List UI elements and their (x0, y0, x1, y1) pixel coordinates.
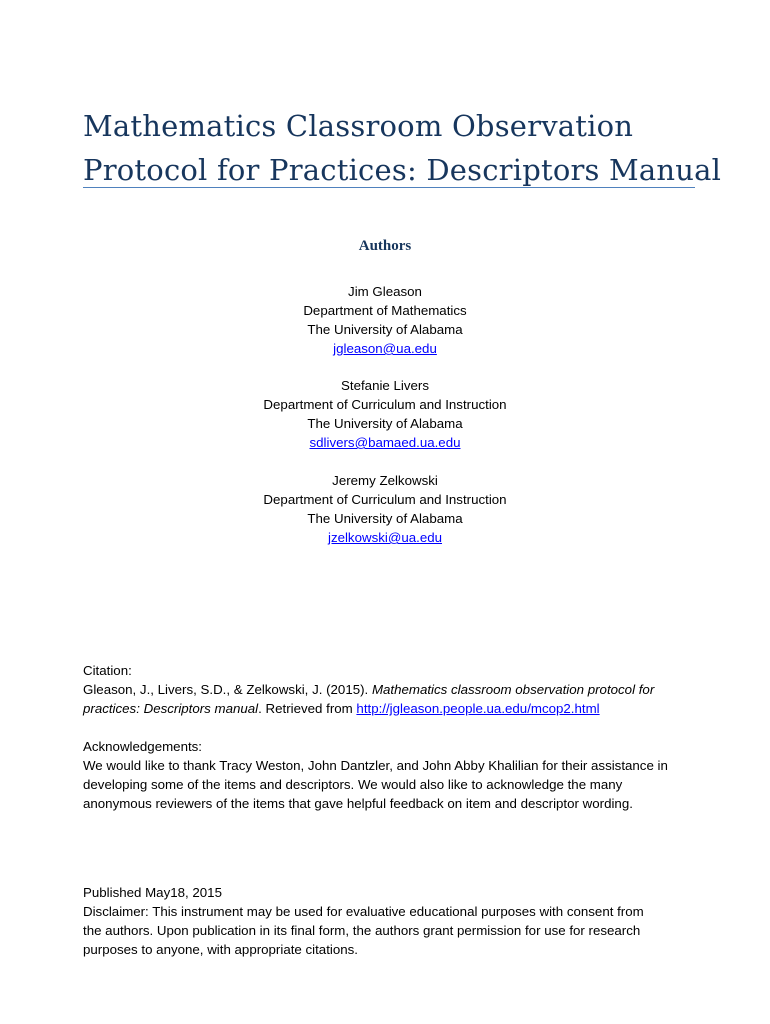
citation-title-part-2: practices: Descriptors manual (83, 701, 259, 716)
disclaimer-line-3: purposes to anyone, with appropriate citations. (83, 942, 358, 957)
title-underline-rule (83, 187, 695, 188)
disclaimer-line-1: Disclaimer: This instrument may be used for evaluative educational purposes with consent from (83, 904, 644, 919)
document-title-line-2: Protocol for Practices: Descriptors Manual (83, 153, 722, 187)
acknowledgements-line-3: anonymous reviewers of the items that gave helpful feedback on item and descriptor wording. (83, 796, 633, 811)
citation-section (83, 661, 703, 718)
document-title-line-1: Mathematics Classroom Observation (83, 109, 634, 143)
author-block-livers (0, 376, 770, 452)
author-name: Stefanie Livers (341, 378, 429, 393)
author-university: The University of Alabama (307, 511, 463, 526)
disclaimer-line-2: the authors. Upon publication in its final form, the authors grant permission for use for research (83, 923, 641, 938)
published-date: Published May18, 2015 (83, 885, 222, 900)
author-university: The University of Alabama (307, 416, 463, 431)
citation-title-part-1: Mathematics classroom observation protocol for (371, 682, 655, 697)
author-email-link[interactable]: jzelkowski@ua.edu (327, 530, 443, 545)
citation-heading: Citation: (83, 663, 132, 678)
citation-url-link[interactable]: http://jgleason.people.ua.edu/mcop2.html (356, 701, 600, 716)
acknowledgements-line-2: developing some of the items and descriptors. We would also like to acknowledge the many (83, 777, 623, 792)
citation-line-1 (83, 680, 703, 699)
acknowledgements-section (83, 737, 703, 813)
acknowledgements-heading: Acknowledgements: (83, 739, 202, 754)
acknowledgements-line-1: We would like to thank Tracy Weston, John Dantzler, and John Abby Khalilian for their assistance in (83, 758, 668, 773)
document-title (83, 104, 722, 192)
author-block-zelkowski (0, 471, 770, 547)
author-email-link[interactable]: jgleason@ua.edu (333, 341, 437, 356)
author-block-gleason (0, 282, 770, 358)
publication-section (83, 883, 703, 959)
authors-heading: Authors (358, 238, 412, 254)
author-department: Department of Mathematics (303, 303, 467, 318)
citation-retrieved-text: . Retrieved from (258, 701, 357, 716)
author-department: Department of Curriculum and Instruction (263, 492, 507, 507)
author-email-link[interactable]: sdlivers@bamaed.ua.edu (309, 435, 461, 450)
author-name: Jim Gleason (348, 284, 422, 299)
citation-authors-year: Gleason, J., Livers, S.D., & Zelkowski, J. (2015). (83, 682, 372, 697)
author-department: Department of Curriculum and Instruction (263, 397, 507, 412)
citation-line-2 (83, 699, 703, 718)
author-university: The University of Alabama (307, 322, 463, 337)
author-name: Jeremy Zelkowski (332, 473, 438, 488)
